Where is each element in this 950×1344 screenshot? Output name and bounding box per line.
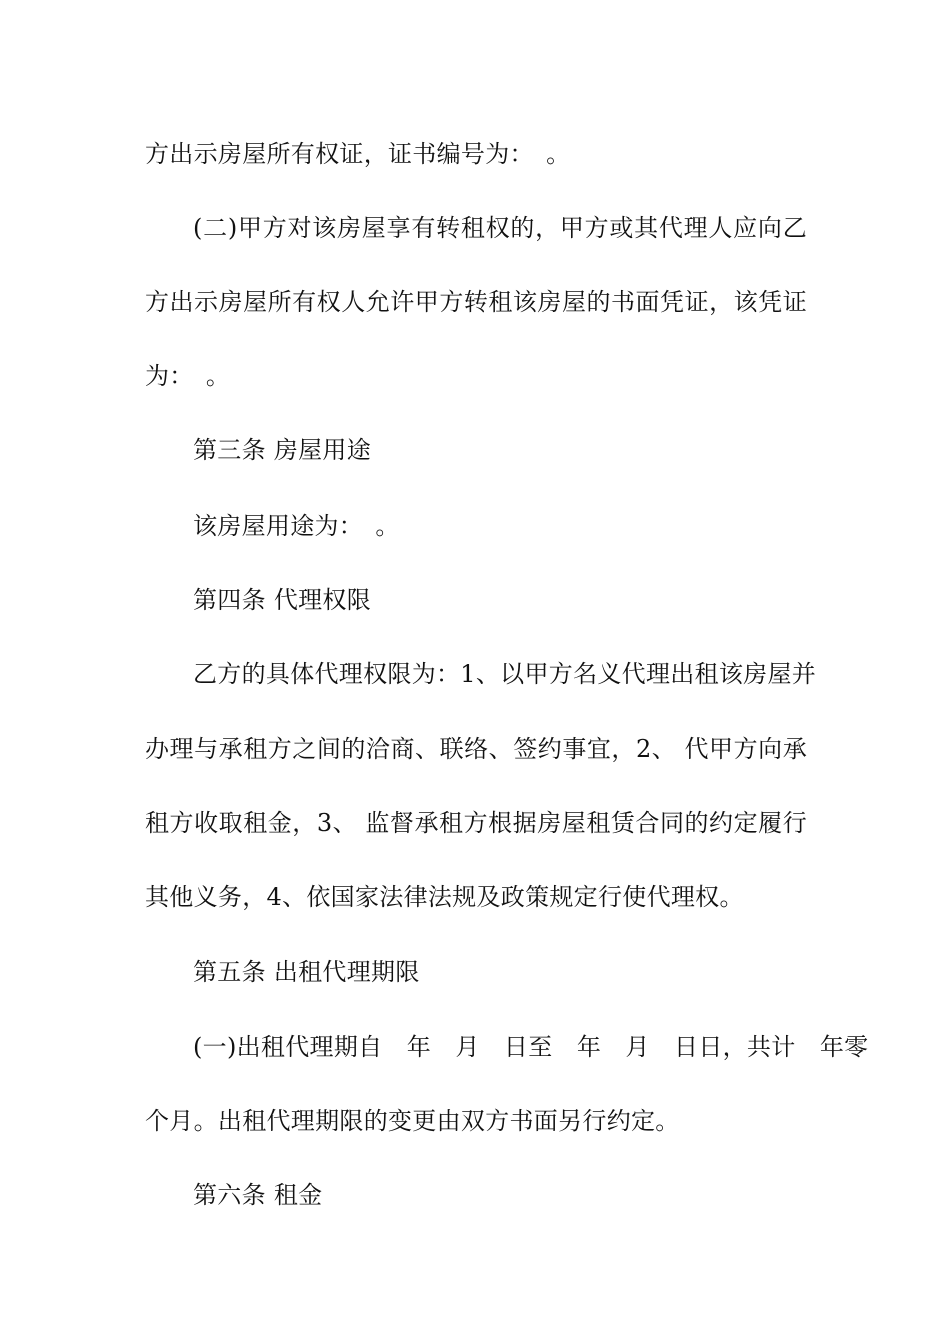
text-line-house-usage: 该房屋用途为： 。 xyxy=(193,512,400,540)
article-3-heading: 第三条 房屋用途 xyxy=(193,436,372,464)
text-line-agency-scope-4: 其他义务，4、依国家法律法规及政策规定行使代理权。 xyxy=(145,883,744,911)
text-line-agency-scope-3: 租方收取租金，3、 监督承租方根据房屋租赁合同的约定履行 xyxy=(145,809,807,837)
text-line-agency-scope-2: 办理与承租方之间的洽商、联络、签约事宜，2、 代甲方向承 xyxy=(145,735,807,763)
article-5-heading: 第五条 出租代理期限 xyxy=(193,958,420,986)
text-line-ownership-certificate-no: 方出示房屋所有权证，证书编号为： 。 xyxy=(145,140,571,168)
text-line-sublease-right: (二)甲方对该房屋享有转租权的，甲方或其代理人应向乙 xyxy=(193,214,807,242)
text-line-agency-period: (一)出租代理期自 年 月 日至 年 月 日日，共计 年零 xyxy=(193,1033,869,1061)
article-4-heading: 第四条 代理权限 xyxy=(193,586,372,614)
article-6-heading: 第六条 租金 xyxy=(193,1181,323,1209)
text-line-proof-value: 为： 。 xyxy=(145,362,231,390)
text-line-agency-scope-1: 乙方的具体代理权限为：1、以甲方名义代理出租该房屋并 xyxy=(193,660,817,688)
text-line-period-change: 个月。出租代理期限的变更由双方书面另行约定。 xyxy=(145,1107,680,1135)
text-line-sublease-proof: 方出示房屋所有权人允许甲方转租该房屋的书面凭证，该凭证 xyxy=(145,288,807,316)
